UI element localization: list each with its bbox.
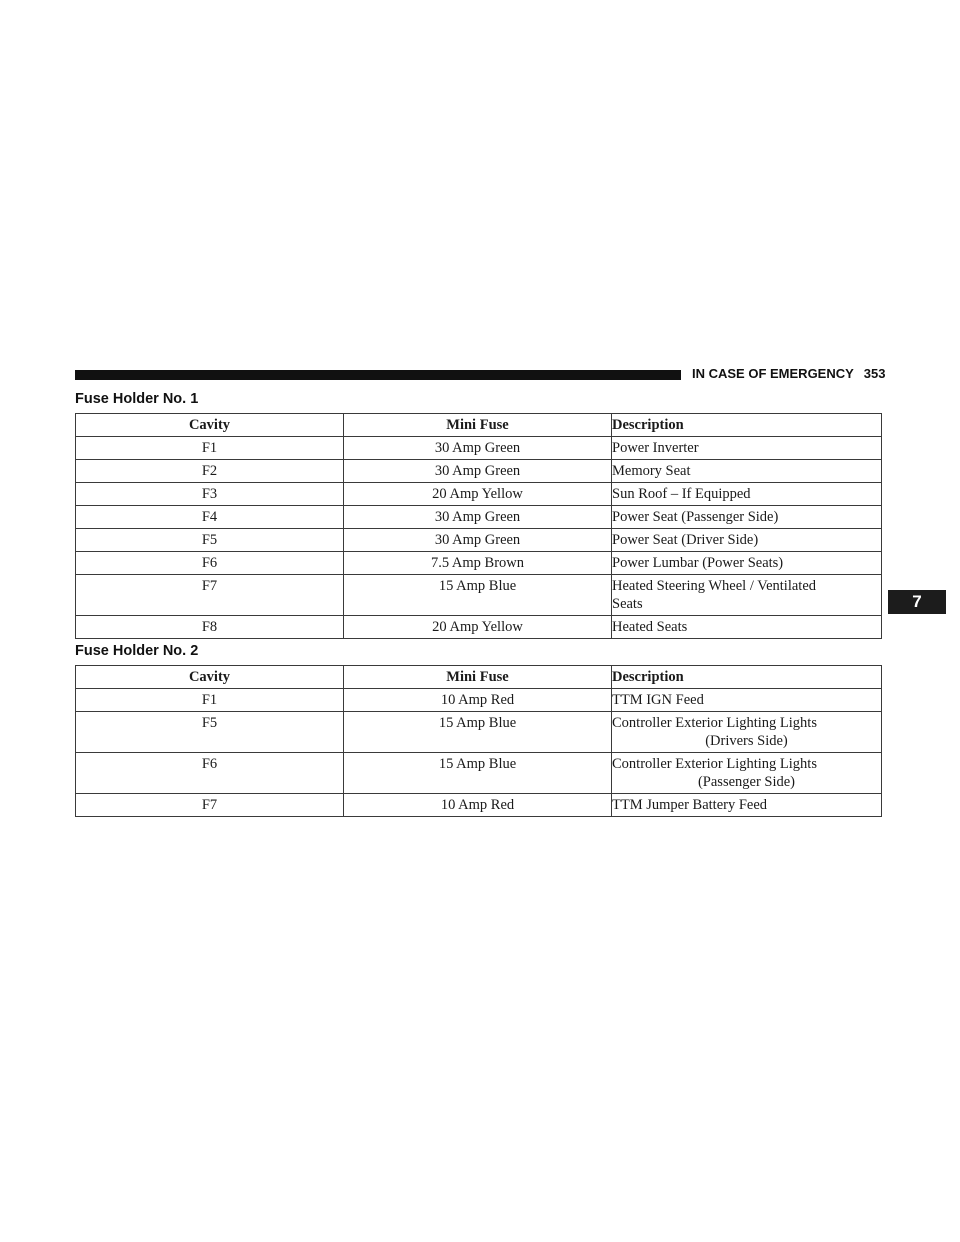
table-row bbox=[76, 575, 882, 616]
description-cell bbox=[612, 712, 882, 753]
table-title: Fuse Holder No. 1 bbox=[75, 391, 199, 407]
description-cell bbox=[612, 616, 882, 639]
cavity-cell: F7 bbox=[76, 575, 344, 616]
column-header-fuse: Mini Fuse bbox=[344, 414, 612, 437]
fuse-cell: 30 Amp Green bbox=[344, 437, 612, 460]
table-row bbox=[76, 552, 882, 575]
fuse-cell: 20 Amp Yellow bbox=[344, 616, 612, 639]
cavity-cell: F3 bbox=[76, 483, 344, 506]
table-row bbox=[76, 712, 882, 753]
column-header-description: Description bbox=[612, 414, 882, 437]
fuse-cell: 30 Amp Green bbox=[344, 506, 612, 529]
cavity-cell: F2 bbox=[76, 460, 344, 483]
fuse-cell: 15 Amp Blue bbox=[344, 575, 612, 616]
cavity-cell: F6 bbox=[76, 753, 344, 794]
table-row bbox=[76, 529, 882, 552]
fuse-cell: 10 Amp Red bbox=[344, 689, 612, 712]
table-title: Fuse Holder No. 2 bbox=[75, 643, 199, 659]
description-line: Heated Seats bbox=[612, 619, 688, 635]
section-name: IN CASE OF EMERGENCY bbox=[692, 366, 854, 381]
table-row bbox=[76, 460, 882, 483]
fuse-cell: 30 Amp Green bbox=[344, 460, 612, 483]
fuse-cell: 15 Amp Blue bbox=[344, 712, 612, 753]
column-header-description: Description bbox=[612, 666, 882, 689]
cavity-cell: F8 bbox=[76, 616, 344, 639]
description-line: Seats bbox=[612, 596, 643, 612]
table-row bbox=[76, 437, 882, 460]
description-cell bbox=[612, 689, 882, 712]
description-line: Power Lumbar (Power Seats) bbox=[612, 555, 784, 571]
description-line: TTM IGN Feed bbox=[612, 692, 704, 708]
cavity-cell: F1 bbox=[76, 437, 344, 460]
cavity-cell: F5 bbox=[76, 529, 344, 552]
cavity-cell: F1 bbox=[76, 689, 344, 712]
description-line: (Drivers Side) bbox=[705, 733, 788, 749]
cavity-cell: F5 bbox=[76, 712, 344, 753]
fuse-table-1 bbox=[75, 413, 882, 639]
column-header-cavity: Cavity bbox=[76, 414, 344, 437]
description-line: Power Seat (Driver Side) bbox=[612, 532, 759, 548]
description-cell bbox=[612, 483, 882, 506]
table-header-row bbox=[76, 414, 882, 437]
table-row bbox=[76, 506, 882, 529]
table-row bbox=[76, 616, 882, 639]
description-cell bbox=[612, 552, 882, 575]
description-cell bbox=[612, 575, 882, 616]
cavity-cell: F7 bbox=[76, 794, 344, 817]
table-row bbox=[76, 483, 882, 506]
cavity-cell: F6 bbox=[76, 552, 344, 575]
fuse-cell: 20 Amp Yellow bbox=[344, 483, 612, 506]
description-cell bbox=[612, 529, 882, 552]
description-line: Controller Exterior Lighting Lights bbox=[612, 715, 817, 731]
running-header bbox=[692, 366, 886, 381]
description-line: Power Seat (Passenger Side) bbox=[612, 509, 779, 525]
fuse-cell: 10 Amp Red bbox=[344, 794, 612, 817]
description-line: (Passenger Side) bbox=[697, 774, 796, 790]
table-header-row bbox=[76, 666, 882, 689]
chapter-tab: 7 bbox=[888, 590, 946, 614]
table-row bbox=[76, 753, 882, 794]
cavity-cell: F4 bbox=[76, 506, 344, 529]
description-cell bbox=[612, 506, 882, 529]
description-cell bbox=[612, 794, 882, 817]
table-row bbox=[76, 794, 882, 817]
header-rule bbox=[75, 370, 681, 380]
fuse-cell: 7.5 Amp Brown bbox=[344, 552, 612, 575]
description-cell bbox=[612, 753, 882, 794]
table-row bbox=[76, 689, 882, 712]
description-cell bbox=[612, 460, 882, 483]
fuse-cell: 15 Amp Blue bbox=[344, 753, 612, 794]
description-line: Memory Seat bbox=[612, 463, 691, 479]
column-header-cavity: Cavity bbox=[76, 666, 344, 689]
description-line: Power Inverter bbox=[612, 440, 699, 456]
description-line: Sun Roof – If Equipped bbox=[612, 486, 751, 502]
fuse-table-2 bbox=[75, 665, 882, 817]
description-line: Controller Exterior Lighting Lights bbox=[612, 756, 817, 772]
description-cell bbox=[612, 437, 882, 460]
fuse-cell: 30 Amp Green bbox=[344, 529, 612, 552]
description-line: TTM Jumper Battery Feed bbox=[612, 797, 768, 813]
column-header-fuse: Mini Fuse bbox=[344, 666, 612, 689]
description-line: Heated Steering Wheel / Ventilated bbox=[612, 578, 817, 594]
page-number: 353 bbox=[863, 366, 886, 381]
